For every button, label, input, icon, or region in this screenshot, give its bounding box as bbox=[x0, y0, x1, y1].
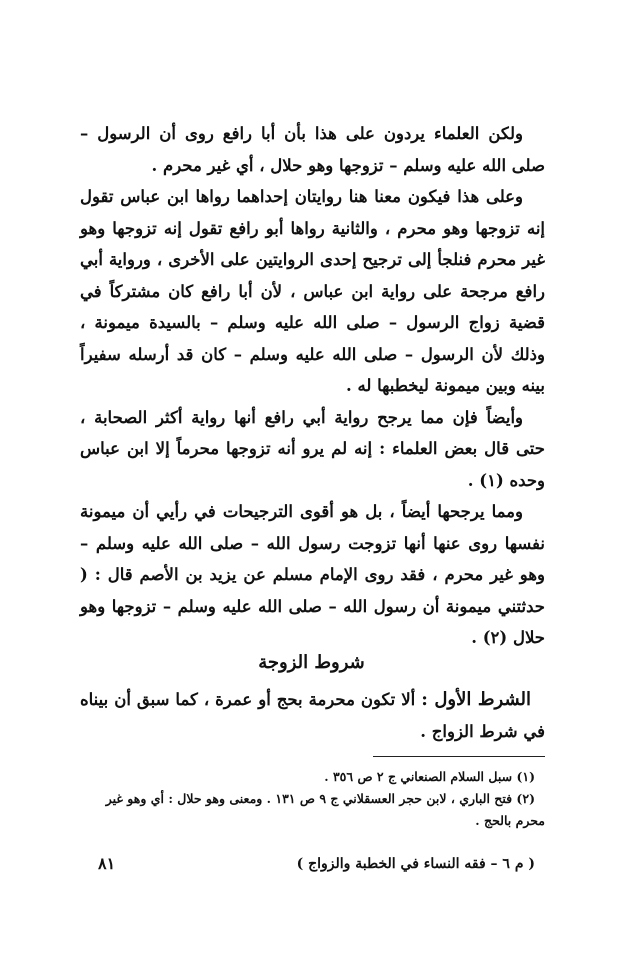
first-condition bbox=[80, 684, 545, 747]
paragraph-2: وعلى هذا فيكون معنا هنا روايتان إحداهما رواها ابن عباس تقول إنه تزوجها وهو محرم ، والثانية رواها أبو رافع تقول إنه تزوجها وهو غير محرم فنلجأ إلى ترجيح إحدى الروايتين على الأخرى ، ورواية أبي رافع مرجحة على رواية ابن عباس ، لأن أبا رافع كان مشتركاً في قضية زواج الرسول – صلى الله عليه وسلم – بالسيدة ميمونة ، وذلك لأن الرسول – صلى الله عليه وسلم – كان قد أرسله سفيراً بينه وبين ميمونة ليخطبها له . bbox=[80, 187, 545, 395]
paragraph-1: ولكن العلماء يردون على هذا بأن أبا رافع روى أن الرسول – صلى الله عليه وسلم – تزوجها وهو حلال ، أي غير محرم . bbox=[80, 124, 545, 175]
footnote-2: (٢) فتح الباري ، لابن حجر العسقلاني ج ٩ ص ١٣١ . ومعنى وهو حلال : أي وهو غير محرم بالحج . bbox=[105, 791, 545, 828]
footnote-1: (١) سبل السلام الصنعاني ج ٢ ص ٣٥٦ . bbox=[324, 769, 535, 784]
paragraph-3: وأيضاً فإن مما يرجح رواية أبي رافع أنها رواية أكثر الصحابة ، حتى قال بعض العلماء : إنه لم يرو أنه تزوجها محرماً إلا ابن عباس وحده (١) . bbox=[80, 407, 545, 490]
section-heading: شروط الزوجة bbox=[258, 652, 365, 673]
main-text bbox=[80, 118, 545, 654]
page-footer bbox=[80, 852, 535, 876]
footnote-divider bbox=[373, 756, 545, 757]
page-number: ٨١ bbox=[98, 854, 116, 873]
running-title: ( م ٦ – فقه النساء في الخطبة والزواج ) bbox=[296, 856, 535, 872]
condition-text: ألا تكون محرمة بحج أو عمرة ، كما سبق أن بيناه في شرط الزواج . bbox=[80, 690, 545, 741]
paragraph-4: ومما يرجحها أيضاً ، بل هو أقوى الترجيحات في رأيي أن ميمونة نفسها روى عنها أنها تزوجت رسول الله – صلى الله عليه وسلم – وهو غير محرم ، فقد روى الإمام مسلم عن يزيد بن الأصم قال : ( حدثتني ميمونة أن رسول الله – صلى الله عليه وسلم – تزوجها وهو حلال (٢) . bbox=[80, 502, 545, 647]
footnotes bbox=[80, 766, 545, 832]
condition-label: الشرط الأول : bbox=[421, 689, 531, 710]
